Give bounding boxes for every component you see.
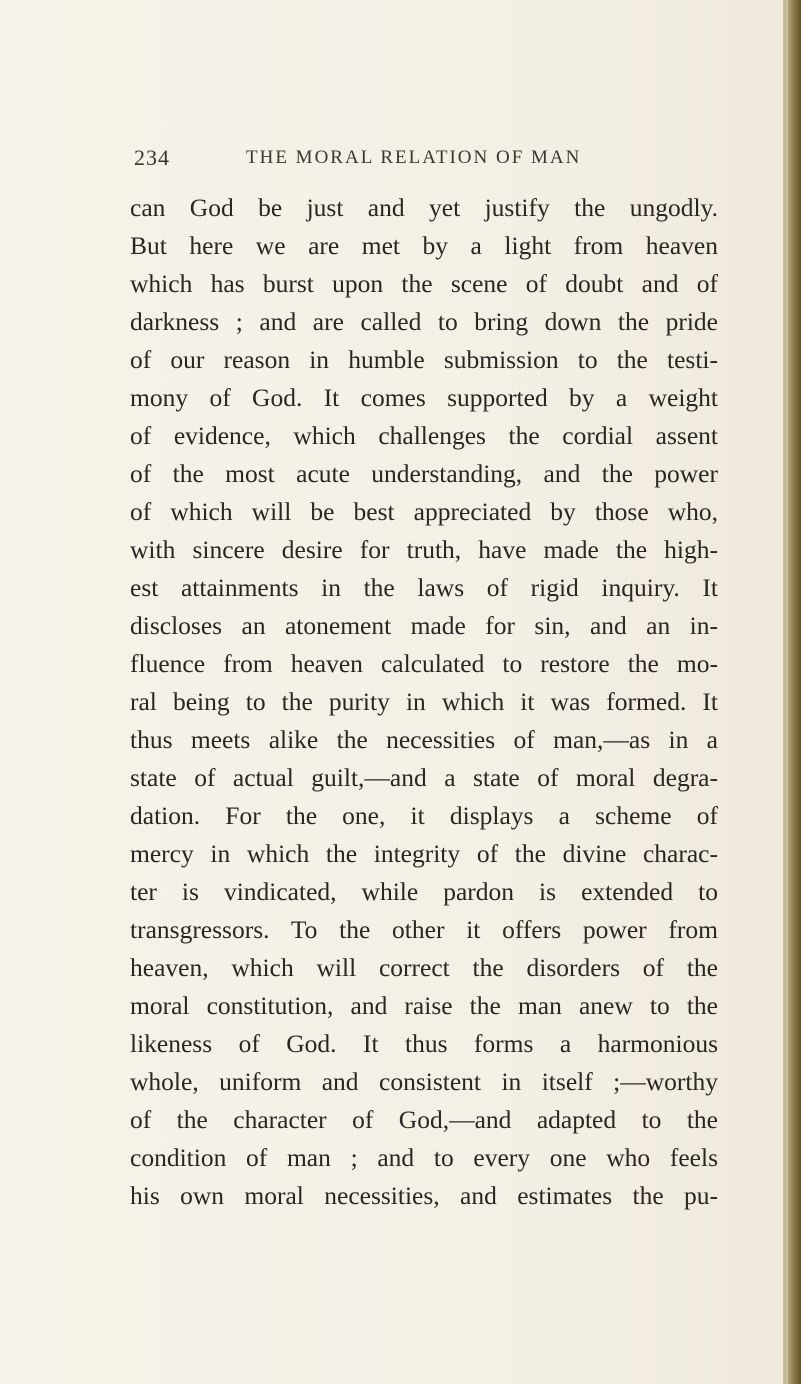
text-line: est attainments in the laws of rigid inquiry. It bbox=[130, 573, 718, 602]
text-line: whole, uniform and consistent in itself ;—worthy bbox=[130, 1067, 718, 1096]
text-line: discloses an atonement made for sin, and an in- bbox=[130, 611, 718, 640]
page-edge-binding bbox=[783, 0, 801, 1384]
text-line: transgressors. To the other it offers power from bbox=[130, 915, 718, 944]
body-text bbox=[130, 189, 718, 1215]
text-line: of our reason in humble submission to the testi- bbox=[130, 345, 718, 374]
text-line: darkness ; and are called to bring down the pride bbox=[130, 307, 718, 336]
text-line: of evidence, which challenges the cordial assent bbox=[130, 421, 718, 450]
text-line: can God be just and yet justify the ungodly. bbox=[130, 193, 718, 222]
text-line: mony of God. It comes supported by a weight bbox=[130, 383, 718, 412]
text-line: with sincere desire for truth, have made the high- bbox=[130, 535, 718, 564]
text-line: But here we are met by a light from heaven bbox=[130, 231, 718, 260]
text-line: his own moral necessities, and estimates the pu- bbox=[130, 1181, 718, 1210]
text-line: mercy in which the integrity of the divine charac- bbox=[130, 839, 718, 868]
running-head-title: THE MORAL RELATION OF MAN bbox=[246, 147, 582, 168]
text-line: likeness of God. It thus forms a harmonious bbox=[130, 1029, 718, 1058]
text-line: dation. For the one, it displays a scheme of bbox=[130, 801, 718, 830]
text-line: of the character of God,—and adapted to the bbox=[130, 1105, 718, 1134]
running-head bbox=[134, 145, 734, 175]
text-line: of the most acute understanding, and the power bbox=[130, 459, 718, 488]
text-line: ral being to the purity in which it was formed. It bbox=[130, 687, 718, 716]
text-line: state of actual guilt,—and a state of moral degra- bbox=[130, 763, 718, 792]
text-line: heaven, which will correct the disorders of the bbox=[130, 953, 718, 982]
text-line: thus meets alike the necessities of man,—as in a bbox=[130, 725, 718, 754]
text-line: condition of man ; and to every one who feels bbox=[130, 1143, 718, 1172]
text-line: which has burst upon the scene of doubt and of bbox=[130, 269, 718, 298]
text-line: fluence from heaven calculated to restore the mo- bbox=[130, 649, 718, 678]
text-line: of which will be best appreciated by those who, bbox=[130, 497, 718, 526]
text-line: moral constitution, and raise the man anew to the bbox=[130, 991, 718, 1020]
page-number: 234 bbox=[134, 145, 170, 170]
text-line: ter is vindicated, while pardon is extended to bbox=[130, 877, 718, 906]
